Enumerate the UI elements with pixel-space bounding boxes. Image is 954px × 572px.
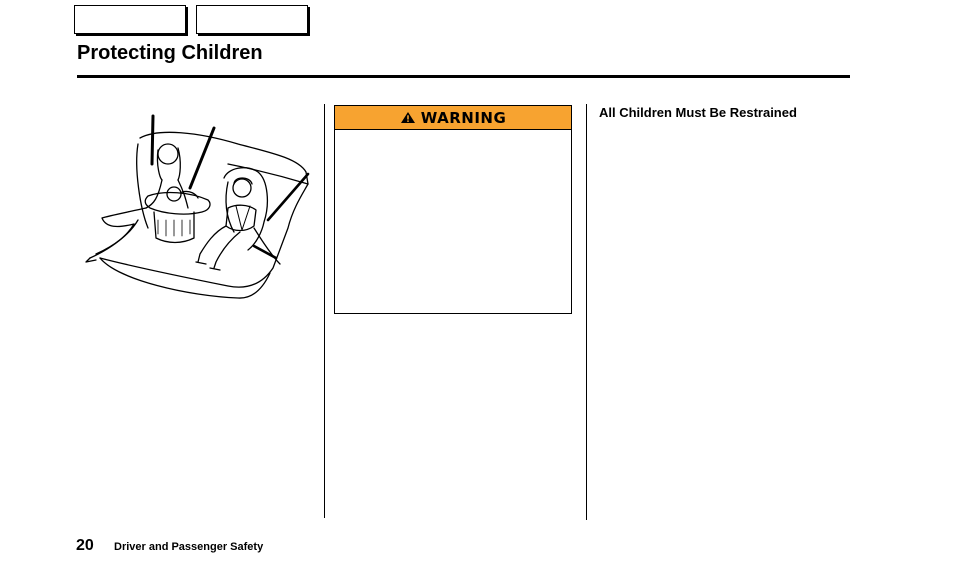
nav-tab-right[interactable]: [196, 5, 308, 34]
rear-seat-children-illustration: [78, 108, 316, 302]
warning-label: WARNING: [420, 108, 507, 127]
page-number: 20: [76, 537, 94, 554]
column-divider-right: [586, 104, 587, 520]
section-heading: All Children Must Be Restrained: [599, 105, 797, 120]
column-divider-left: [324, 104, 325, 518]
footer-section-name: Driver and Passenger Safety: [114, 541, 264, 553]
nav-tab-left[interactable]: [74, 5, 186, 34]
title-rule: [77, 75, 850, 78]
page-title: Protecting Children: [77, 42, 263, 64]
warning-triangle-icon: [400, 111, 416, 124]
warning-header: [335, 106, 571, 130]
warning-box: [334, 105, 572, 314]
